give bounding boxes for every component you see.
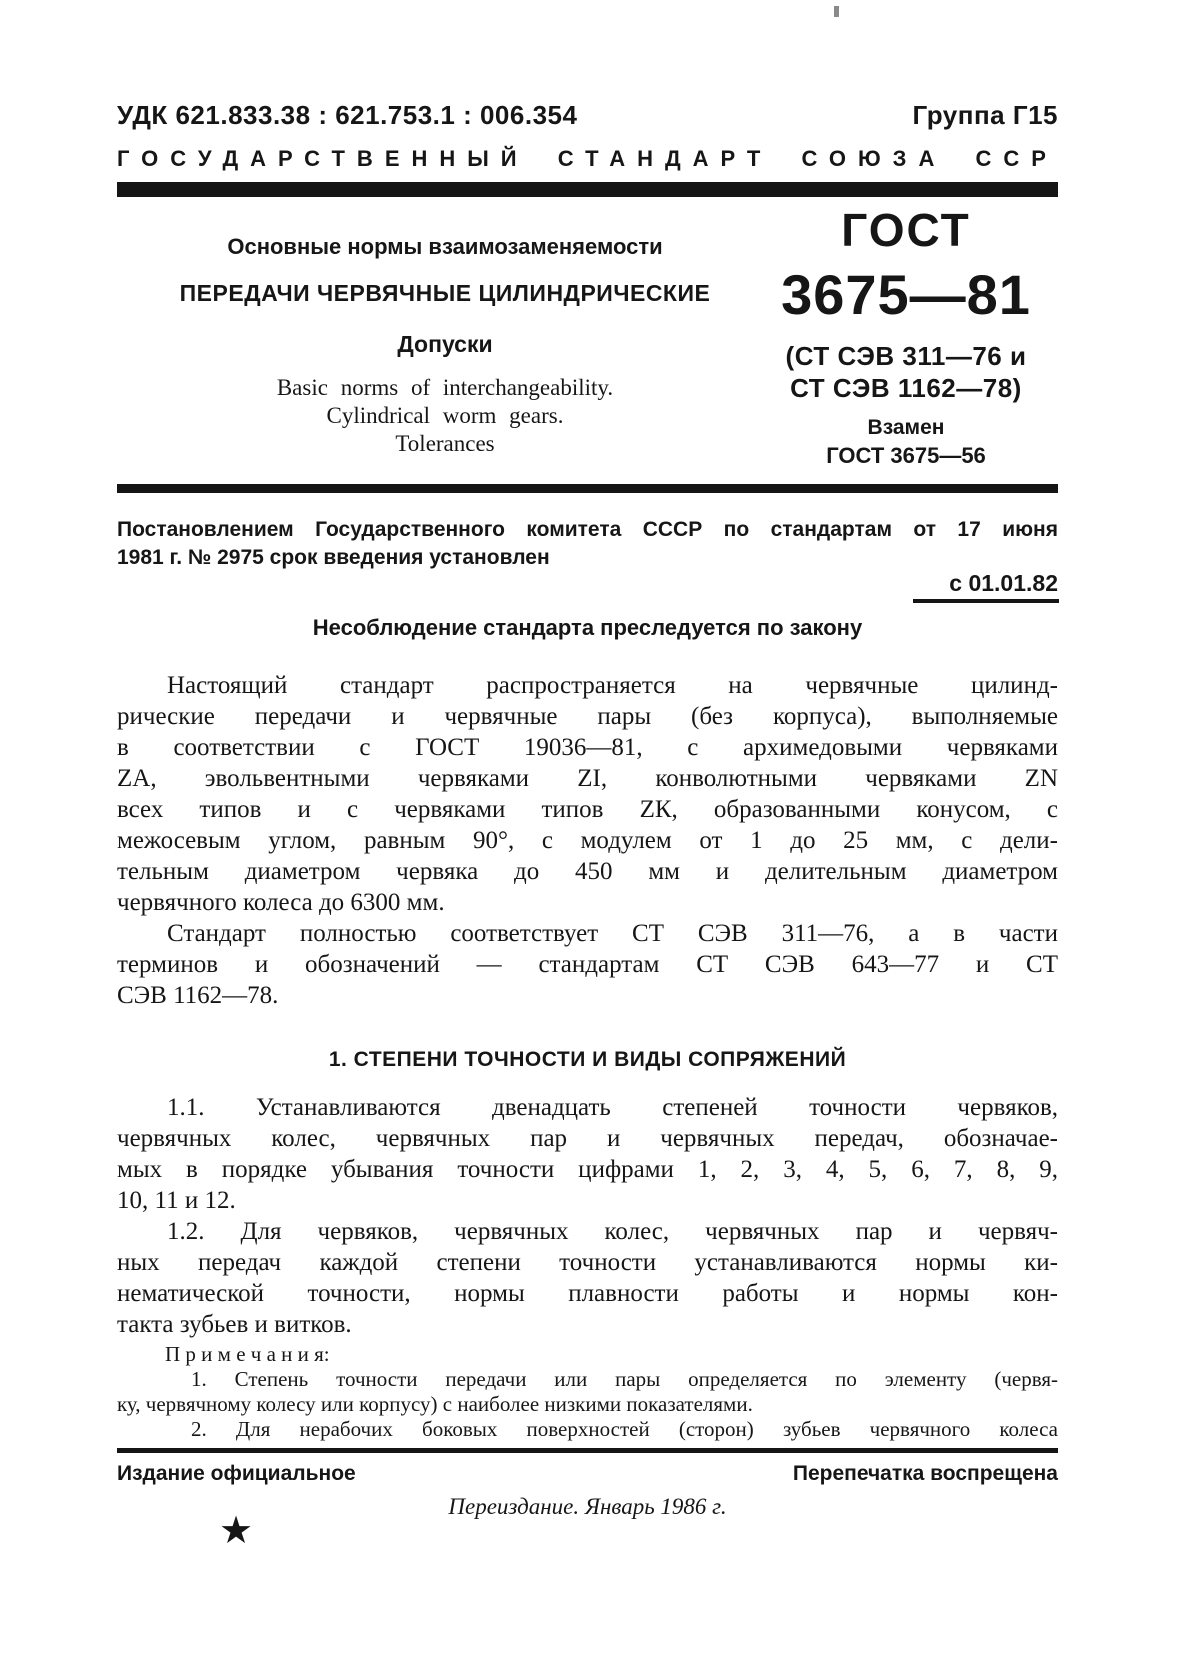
standard-number: 3675—81 xyxy=(781,263,1031,326)
clause-1-1: 1.1. Устанавливаются двенадцать степеней точности червяков, червячных колес, червячных пар и червячных передач, обозначае- мых в порядке убывания точности цифрами 1, 2, 3, 4, 5, 6, 7, 8, 9, 10, 11 и 12. xyxy=(117,1094,1058,1214)
group-code: Группа Г15 xyxy=(912,100,1058,130)
clause-1-2: 1.2. Для червяков, червячных колес, червячных пар и червяч- ных передач каждой степени точности устанавливаются нормы ки- нематической точности, нормы плавности работы и нормы кон- такта зубьев и витков. xyxy=(117,1218,1058,1338)
notes-label: П р и м е ч а н и я: xyxy=(165,1342,330,1366)
standard-title: ПЕРЕДАЧИ ЧЕРВЯЧНЫЕ ЦИЛИНДРИЧЕСКИЕ xyxy=(179,280,711,306)
note-2: 2. Для нерабочих боковых поверхностей (сторон) зубьев червячного колеса xyxy=(191,1417,1058,1441)
intro-paragraphs xyxy=(117,670,1058,1011)
footer-rule xyxy=(117,1448,1058,1453)
star-mark: ★ xyxy=(219,1510,254,1552)
title-block xyxy=(130,234,760,458)
notes-block xyxy=(117,1342,1058,1442)
conformity-paragraph: Стандарт полностью соответствует СТ СЭВ 311—76, а в части терминов и обозначений — стандартам СТ СЭВ 643—77 и СТ СЭВ 1162—78. xyxy=(117,920,1058,1009)
english-title: Basic norms of interchangeability. Cylindrical worm gears. Tolerances xyxy=(276,375,614,456)
scope-paragraph: Настоящий стандарт распространяется на червячные цилинд- рические передачи и червячные пары (без корпуса), выполняемые в соответствии с ГОСТ 19036—81, с архимедовыми червяками ZA, эвольвентными червяками ZI, конволютными червяками ZN всех типов и с червяками типов ZК, образованными конусом, с межосевым углом, равным 90°, с модулем от 1 до 25 мм, с дели- тельным диаметром червяка до 450 мм и делительным диаметром червячного колеса до 6300 мм. xyxy=(117,672,1058,916)
section-1-clauses xyxy=(117,1092,1058,1340)
title-rule xyxy=(117,484,1058,493)
standard-subject: Допуски xyxy=(397,331,493,357)
udk-code: УДК 621.833.38 : 621.753.1 : 006.354 xyxy=(117,100,578,130)
replaces-label: Взамен xyxy=(867,416,945,439)
reprint-prohibited-label: Перепечатка воспрещена xyxy=(792,1462,1058,1485)
sev-references: (СТ СЭВ 311—76 и СТ СЭВ 1162—78) xyxy=(785,341,1027,403)
state-standard-header xyxy=(117,146,1058,172)
note-1: 1. Степень точности передачи или пары определяется по элементу (червя- ку, червячному колесу или корпусу) с наиболее низкими показателями. xyxy=(117,1367,1058,1416)
decree-paragraph: Постановлением Государственного комитета СССР по стандартам от 17 июня 1981 г. № 2975 срок введения установлен xyxy=(117,518,1058,569)
classification-row xyxy=(117,100,1058,131)
section-1-heading: 1. СТЕПЕНИ ТОЧНОСТИ И ВИДЫ СОПРЯЖЕНИЙ xyxy=(328,1048,847,1071)
header-word: ГОСУДАРСТВЕННЫЙ xyxy=(117,146,529,171)
effective-date-underline xyxy=(913,599,1059,603)
footer-row xyxy=(117,1462,1058,1486)
header-word: СОЮЗА xyxy=(801,146,947,171)
law-notice: Несоблюдение стандарта преследуется по закону xyxy=(312,615,863,640)
header-word: СТАНДАРТ xyxy=(557,146,773,171)
effective-date: с 01.01.82 xyxy=(949,570,1058,596)
header-word: ССР xyxy=(975,146,1058,171)
reissue-note: Переиздание. Январь 1986 г. xyxy=(448,1494,727,1519)
scan-artifact xyxy=(834,6,839,17)
replaced-standard: ГОСТ 3675—56 xyxy=(826,443,986,468)
gost-label: ГОСТ xyxy=(841,204,971,256)
standard-subtitle: Основные нормы взаимозаменяемости xyxy=(227,234,663,259)
official-edition-label: Издание официальное xyxy=(117,1462,356,1485)
header-rule xyxy=(117,182,1058,197)
designation-block xyxy=(730,206,1082,469)
